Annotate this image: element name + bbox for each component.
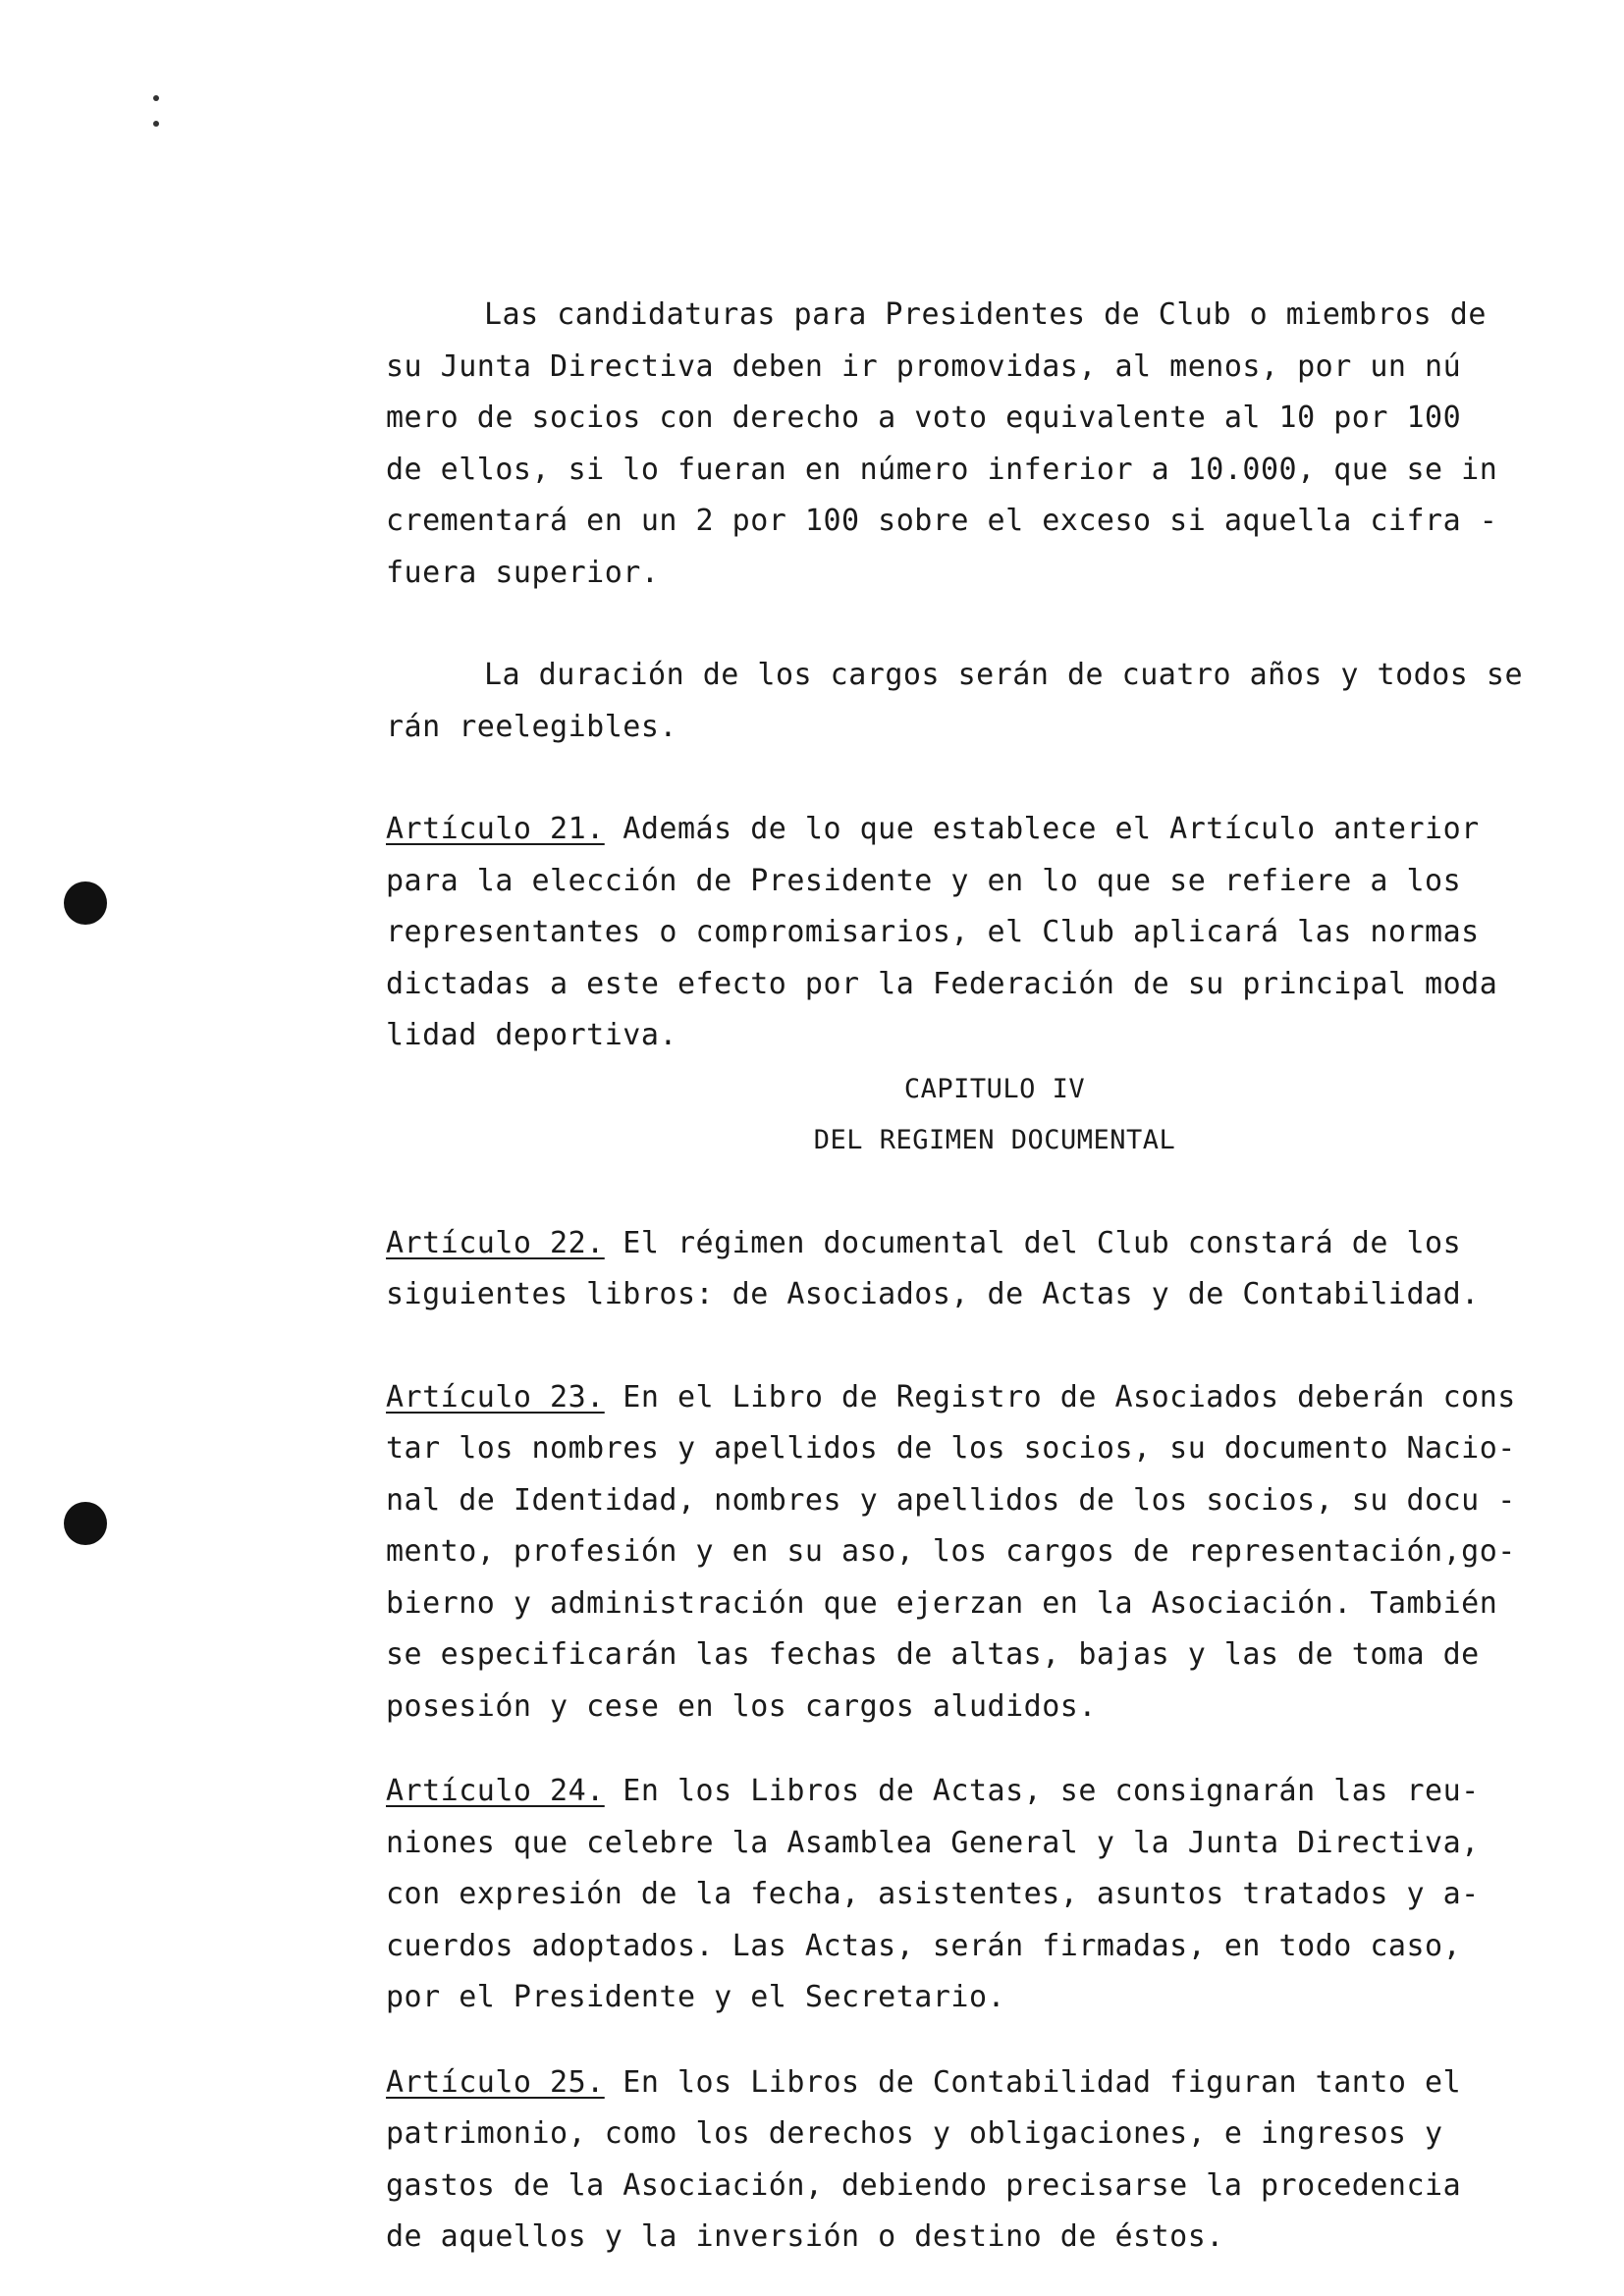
article-25 [386,2057,1603,2264]
text-line: su Junta Directiva deben ir promovidas, al menos, por un nú [386,348,1462,384]
article-23 [386,1372,1603,1734]
text-line: representantes o compromisarios, el Club aplicará las normas [386,915,1480,949]
text-line: Las candidaturas para Presidentes de Club o miembros de [484,297,1487,332]
punch-hole-top [64,881,107,925]
chapter-number: CAPITULO IV [903,1073,1086,1104]
chapter-title: DEL REGIMEN DOCUMENTAL [813,1125,1176,1155]
article-23-heading: Artículo 23. [386,1379,605,1415]
text-line: de aquellos y la inversión o destino de éstos. [386,2219,1224,2254]
text-line: posesión y cese en los cargos aludidos. [386,1688,1097,1724]
text-line: dictadas a este efecto por la Federación de su principal moda [386,966,1498,1001]
text-line: siguientes libros: de Asociados, de Actas y de Contabilidad. [386,1277,1480,1311]
text-line: En los Libros de Contabilidad figuran tanto el [604,2064,1462,2100]
text-line: con expresión de la fecha, asistentes, asuntos tratados y a- [386,1877,1480,1911]
text-line: nal de Identidad, nombres y apellidos de los socios, su docu - [386,1482,1516,1518]
article-22-heading: Artículo 22. [386,1225,605,1260]
article-25-heading: Artículo 25. [386,2064,605,2100]
article-24-heading: Artículo 24. [386,1774,605,1808]
article-24 [386,1766,1603,2024]
text-line: niones que celebre la Asamblea General y la Junta Directiva, [386,1825,1480,1860]
margin-mark [153,121,159,127]
article-21-heading: Artículo 21. [386,812,605,846]
text-line: crementará en un 2 por 100 sobre el exceso si aquella cifra - [386,504,1498,538]
paragraph-duracion [386,650,1603,753]
text-line: fuera superior. [386,555,660,590]
text-line: cuerdos adoptados. Las Actas, serán firmadas, en todo caso, [386,1928,1462,1963]
text-line: tar los nombres y apellidos de los socios, su documento Nacio- [386,1431,1516,1466]
text-line: En el Libro de Registro de Asociados deberán cons [604,1379,1516,1415]
text-line: bierno y administración que ejerzan en la Asociación. También [386,1585,1498,1621]
text-line: mero de socios con derecho a voto equivalente al 10 por 100 [386,400,1462,435]
text-line: se especificarán las fechas de altas, bajas y las de toma de [386,1637,1480,1672]
text-line: lidad deportiva. [386,1018,677,1052]
article-21 [386,804,1603,1062]
text-line: por el Presidente y el Secretario. [386,1980,1006,2014]
paragraph-candidaturas [386,290,1603,599]
text-line: El régimen documental del Club constará de los [604,1225,1462,1260]
article-22 [386,1218,1603,1321]
document-body [386,290,1603,2264]
margin-mark [153,95,159,101]
text-line: Además de lo que establece el Artículo anterior [604,812,1480,846]
chapter-heading [386,1064,1603,1167]
text-line: En los Libros de Actas, se consignarán las reu- [604,1774,1480,1808]
punch-hole-bottom [64,1502,107,1545]
text-line: rán reelegibles. [386,709,677,744]
text-line: gastos de la Asociación, debiendo precisarse la procedencia [386,2167,1462,2203]
text-line: de ellos, si lo fueran en número inferior a 10.000, que se in [386,452,1498,487]
text-line: La duración de los cargos serán de cuatro años y todos se [484,658,1524,692]
text-line: patrimonio, como los derechos y obligaciones, e ingresos y [386,2116,1443,2151]
text-line: para la elección de Presidente y en lo que se refiere a los [386,863,1462,898]
text-line: mento, profesión y en su aso, los cargos de representación,go- [386,1534,1516,1569]
